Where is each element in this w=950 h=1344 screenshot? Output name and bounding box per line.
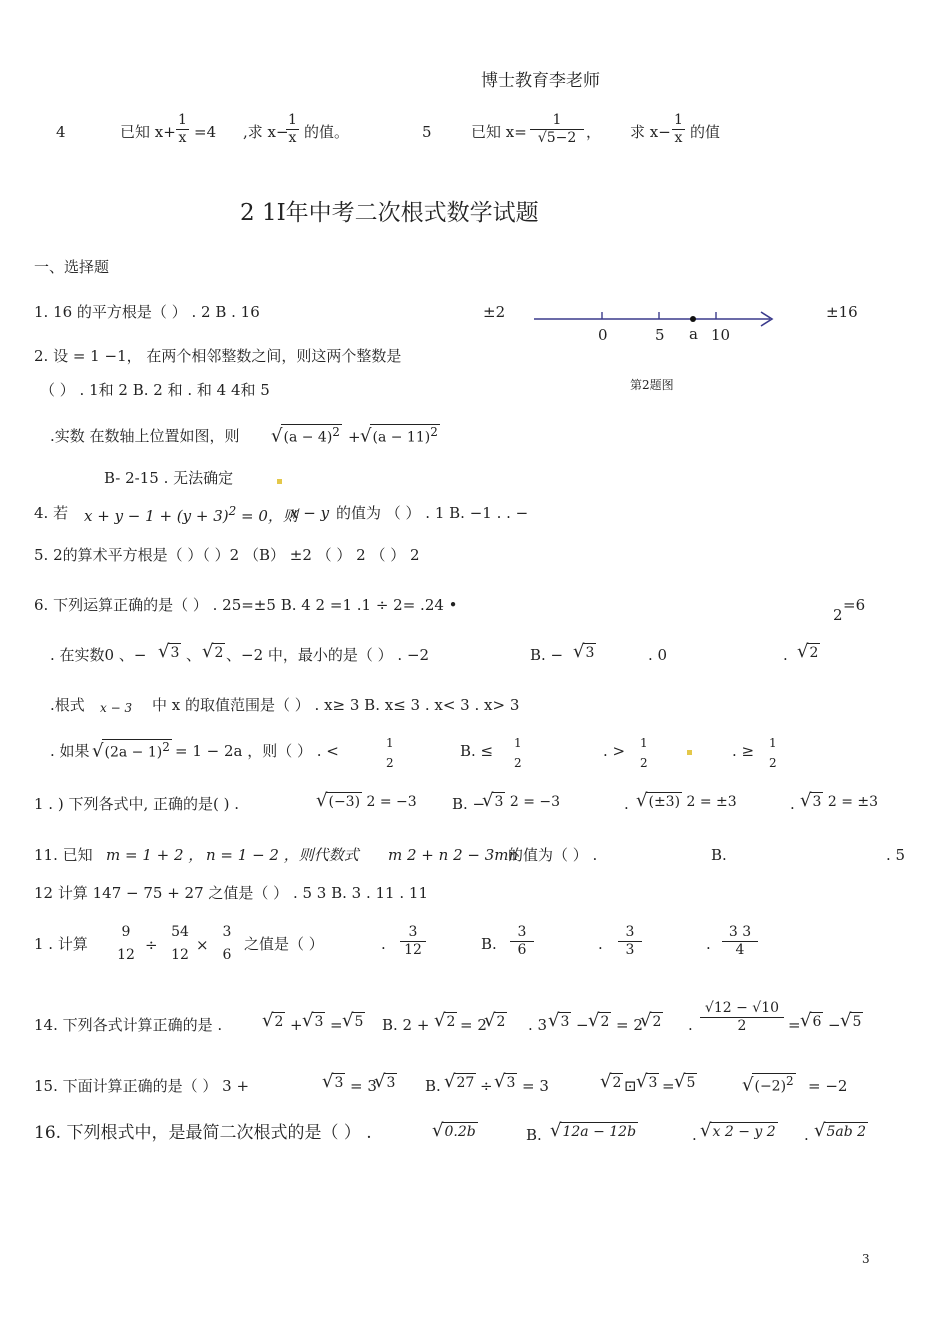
fraction-54-12: 54 12	[171, 924, 189, 963]
problem-5-number: 5	[422, 123, 432, 141]
fraction-half-d: 1 2	[769, 736, 777, 770]
question-13-label: 1 . 计算	[34, 935, 88, 953]
numline-label-5: 5	[655, 326, 665, 344]
q14-plus: +	[290, 1016, 303, 1034]
sqrt-a-minus-11: $√(a - 11)^2$	[360, 425, 438, 447]
sqrt-2a-minus-1: $√(2a - 1)^2$	[92, 740, 170, 762]
problem-5-tail: 的值	[690, 123, 721, 141]
problem-4-ask: ,求 x−	[243, 123, 289, 141]
problem-4-text: 已知 x+	[120, 123, 176, 141]
figure-caption: 第2题图	[630, 378, 674, 392]
highlight-mark-2	[687, 750, 692, 755]
fraction-one-over-x-3: $\frac{1}{x}$	[674, 112, 683, 146]
sqrt-3-a: √3	[158, 641, 180, 662]
question-11-option-d: . 5	[886, 846, 906, 864]
sqrt-x2-y2: √x 2 − y 2	[700, 1120, 776, 1141]
option-a-fraction: $\frac{3}{12}$	[400, 924, 426, 959]
q15-option-b: B.	[425, 1077, 441, 1095]
sqrt-2-e: √2	[640, 1010, 662, 1031]
q15-a-eq: = 3	[350, 1077, 377, 1095]
question-13-option-d: .	[706, 935, 711, 953]
sqrt-2-q15: √2	[600, 1071, 622, 1092]
question-6-tail: =6	[843, 596, 866, 614]
question-9-option-c: . >	[603, 742, 626, 760]
division-sign: ÷	[145, 936, 158, 954]
highlight-mark	[277, 479, 282, 484]
plus-sign: +	[348, 428, 361, 446]
page-title: 2 1I年中考二次根式数学试题	[240, 200, 539, 226]
sqrt-5ab2: √5ab 2	[814, 1120, 867, 1141]
question-1: 1. 16 的平方根是（ ） . 2 B . 16	[34, 303, 260, 321]
question-13-option-b: B.	[481, 935, 497, 953]
question-10-option-c: .	[624, 795, 629, 813]
option-c-fraction: $\frac{3}{3}$	[618, 924, 642, 959]
q14-eq: =	[330, 1016, 343, 1034]
question-9: = 1 − 2a ，则（ ） . <	[175, 742, 339, 760]
question-15: 15. 下面计算正确的是（ ） 3 +	[34, 1077, 250, 1095]
q14-option-b: B. 2 +	[382, 1016, 430, 1034]
sqrt-5-b: √5	[840, 1010, 862, 1031]
q14-option-c: . 3	[528, 1016, 548, 1034]
fraction-3-6: 3 6	[222, 924, 232, 963]
q14-option-d: .	[688, 1016, 693, 1034]
problem-5-ask: 求 x−	[630, 123, 671, 141]
question-3: .实数 在数轴上位置如图，则	[50, 427, 240, 445]
problem-5-text: 已知 x=	[471, 123, 527, 141]
question-7-tail: 、−2 中，最小的是（ ） . −2	[226, 646, 430, 664]
fraction-one-over-x: $\frac{1}{x}$	[178, 112, 187, 146]
question-7: . 在实数0 、−	[50, 646, 147, 664]
sqrt-2-c: √2	[484, 1010, 506, 1031]
numline-label-a: a	[689, 325, 698, 343]
sqrt-3-q15d: √3	[636, 1071, 658, 1092]
question-4-options: 的值为 （ ） . 1 B. −1 . . −	[336, 504, 529, 522]
sqrt-3-q15b: √3	[374, 1071, 396, 1092]
q14-c-minus: −	[576, 1016, 589, 1034]
q14-d-minus: −	[828, 1016, 841, 1034]
sqrt-neg2-squared: $√(-2)^2$	[742, 1074, 794, 1096]
problem-4-equals: =4	[194, 123, 217, 141]
sqrt-3-q15c: √3	[494, 1071, 516, 1092]
question-13-option-c: .	[598, 935, 603, 953]
q15-b-div: ÷	[480, 1077, 493, 1095]
question-7-option-c: . 0	[648, 646, 668, 664]
question-7-sep: 、	[186, 646, 202, 664]
question-10-option-b: B. −	[452, 795, 486, 813]
q14-d-eq: =	[788, 1016, 801, 1034]
number-line-figure	[528, 306, 778, 332]
question-9-option-d: . ≥	[732, 742, 755, 760]
question-13: 之值是（ ）	[244, 935, 324, 953]
teacher-header: 博士教育李老师	[481, 71, 600, 91]
question-6: 6. 下列运算正确的是（ ） . 25=±5 B. 4 2 =1 .1 ÷ 2= .24 •	[34, 596, 458, 614]
question-11: 的值为（ ） .	[508, 846, 598, 864]
sqrt-2-d: √2	[588, 1010, 610, 1031]
sqrt-3-squared-a: √3 2 = −3	[482, 790, 561, 811]
question-11-label: 11. 已知	[34, 846, 93, 864]
sqrt-2-b: √2	[797, 641, 819, 662]
sqrt-neg3-squared: √(−3) 2 = −3	[316, 790, 417, 811]
question-13-option-a: .	[381, 935, 386, 953]
sqrt-2-b: √2	[434, 1010, 456, 1031]
sqrt-pm3-squared: √(±3) 2 = ±3	[636, 790, 737, 811]
question-4-x-minus-y: x − y	[290, 504, 330, 522]
q16-option-c: .	[692, 1126, 697, 1144]
question-11-option-b: B.	[711, 846, 727, 864]
sqrt-3-squared-b: √3 2 = ±3	[800, 790, 879, 811]
sqrt-6: √6	[800, 1010, 822, 1031]
sqrt-a-minus-4: $√(a - 4)^2$	[271, 425, 340, 447]
question-4-expression: $x + y - 1 + (y + 3)^2 = 0$，则	[84, 504, 298, 525]
question-11-expression: m 2 + n 2 − 3mn	[388, 846, 519, 864]
question-1-option-d: ±16	[826, 303, 858, 321]
q15-d-eq: = −2	[808, 1077, 848, 1095]
sqrt-3-b: √3	[573, 641, 595, 662]
question-9-option-b: B. ≤	[460, 742, 494, 760]
q14-fraction: $\frac{√12 - √10}{2}$	[700, 1000, 784, 1035]
question-5: 5. 2的算术平方根是（ ）（ ）2 （B） ±2 （ ） 2 （ ） 2	[34, 546, 420, 564]
fraction-half-a: 1 2	[386, 736, 394, 770]
problem-5-comma: ，	[586, 123, 602, 141]
q16-option-b: B.	[526, 1126, 542, 1144]
question-2-options: （ ） . 1和 2 B. 2 和 . 和 4 4和 5	[40, 381, 270, 399]
question-10-option-d: .	[790, 795, 795, 813]
sqrt-5-q15: √5	[674, 1071, 696, 1092]
sqrt-27: √27	[444, 1071, 475, 1092]
question-9-label: . 如果	[50, 742, 90, 760]
fraction-9-12: 9 12	[117, 924, 135, 963]
question-16: 16. 下列根式中，是最简二次根式的是（ ） .	[34, 1123, 372, 1143]
q15-c-eq: =	[662, 1077, 675, 1095]
q14-b-eq: = 2	[460, 1016, 487, 1034]
sqrt-2: √2	[262, 1010, 284, 1031]
problem-4-number: 4	[56, 123, 66, 141]
sqrt-0.2b: √0.2b	[432, 1120, 476, 1141]
fraction-one-over-x-2: $\frac{1}{x}$	[288, 112, 297, 146]
option-b-fraction: $\frac{3}{6}$	[510, 924, 534, 959]
q15-c-dot: ⊡	[624, 1077, 637, 1095]
question-1-option-c: ±2	[483, 303, 506, 321]
point-a	[690, 316, 696, 322]
question-8-radicand: x − 3	[100, 701, 133, 715]
question-7-option-d: .	[783, 646, 788, 664]
question-14: 14. 下列各式计算正确的是 .	[34, 1016, 223, 1034]
multiplication-sign: ×	[196, 936, 209, 954]
sqrt-3: √3	[302, 1010, 324, 1031]
numline-label-10: 10	[711, 326, 731, 344]
question-12: 12 计算 147 − 75 + 27 之值是（ ） . 5 3 B. 3 . 11 . 11	[34, 884, 428, 902]
fraction-half-b: 1 2	[514, 736, 522, 770]
question-10: 1 . ) 下列各式中, 正确的是( ) .	[34, 795, 240, 813]
question-8: 中 x 的取值范围是（ ） . x≥ 3 B. x≤ 3 . x< 3 . x> 3	[152, 696, 520, 714]
question-11-n: n = 1 − 2 ，则代数式	[206, 846, 359, 864]
sqrt-3-q15a: √3	[322, 1071, 344, 1092]
question-4-label: 4. 若	[34, 504, 69, 522]
page-number: 3	[862, 1252, 870, 1266]
question-6-subscript: 2	[833, 606, 843, 624]
question-3-options: B- 2-15 . 无法确定	[104, 469, 234, 487]
problem-4-tail: 的值。	[304, 123, 350, 141]
q16-option-d: .	[804, 1126, 809, 1144]
sqrt-5: √5	[342, 1010, 364, 1031]
sqrt-12a-12b: √12a − 12b	[550, 1120, 637, 1141]
question-2: 2. 设 = 1 −1， 在两个相邻整数之间，则这两个整数是	[34, 347, 402, 365]
q14-c-eq: = 2	[616, 1016, 643, 1034]
sqrt-3-c: √3	[548, 1010, 570, 1031]
option-d-fraction: $\frac{3 3}{4}$	[722, 924, 758, 959]
question-7-option-b: B. −	[530, 646, 564, 664]
question-8-label: .根式	[50, 696, 85, 714]
numline-label-0: 0	[598, 326, 608, 344]
q15-b-eq: = 3	[522, 1077, 549, 1095]
section-heading: 一、选择题	[34, 258, 110, 276]
fraction-one-over-sqrt5-minus-2: $\frac{1}{√5-2}$	[530, 112, 584, 147]
question-11-m: m = 1 + 2 ，	[106, 846, 204, 864]
fraction-half-c: 1 2	[640, 736, 648, 770]
sqrt-2-a: √2	[202, 641, 224, 662]
